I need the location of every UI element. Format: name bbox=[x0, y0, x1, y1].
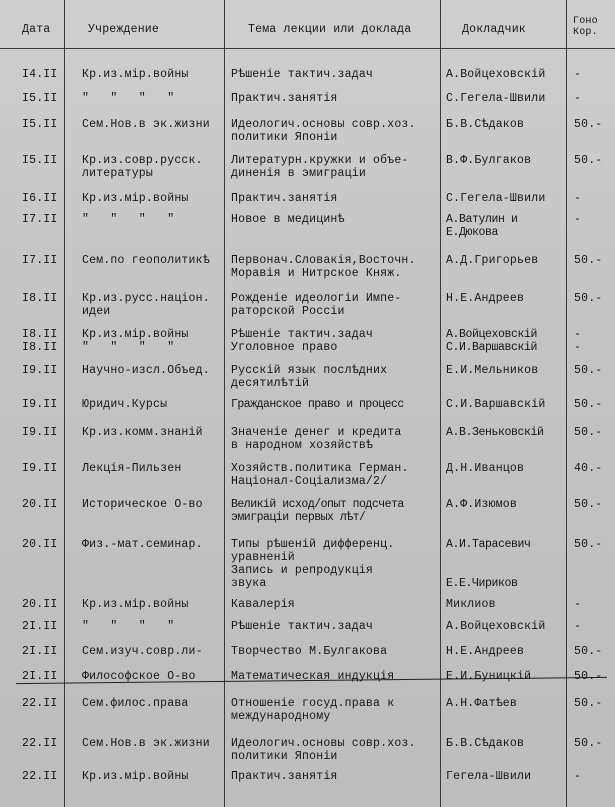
cell-date: 22.II bbox=[22, 770, 58, 783]
column-divider bbox=[224, 0, 225, 807]
cell-fee: - bbox=[574, 620, 582, 633]
cell-institution: Юридич.Курсы bbox=[82, 398, 168, 411]
cell-speaker: Е.И.Буницкій bbox=[446, 670, 532, 683]
cell-date: I9.II bbox=[22, 462, 58, 475]
cell-institution: Философское О-во bbox=[82, 670, 196, 683]
cell-topic: Отношеніе госуд.права к международному bbox=[231, 697, 395, 723]
cell-date: I7.II bbox=[22, 213, 58, 226]
cell-date: I5.II bbox=[22, 92, 58, 105]
cell-topic: Типы рѣшеній дифференц. уравненій Запись и репродукція звука bbox=[231, 538, 395, 590]
cell-institution: Сем.Нов.в эк.жизни bbox=[82, 118, 210, 131]
cell-speaker: А.И.Тарасевич Е.Е.Чириков bbox=[446, 538, 531, 590]
cell-institution: Сем.по геополитикѣ bbox=[82, 254, 210, 267]
cell-fee: 40.- bbox=[574, 462, 603, 475]
cell-fee: - bbox=[574, 598, 582, 611]
cell-speaker: А.В.Зеньковскій bbox=[446, 426, 544, 439]
cell-institution: Кр.из.комм.знаній bbox=[82, 426, 203, 439]
cell-topic: Русскій язык послѣдних десятилѣтій bbox=[231, 364, 388, 390]
cell-date: 2I.II bbox=[22, 645, 58, 658]
cell-speaker: В.Ф.Булгаков bbox=[446, 154, 532, 167]
cell-fee: 50.- bbox=[574, 398, 603, 411]
cell-fee: 50.- bbox=[574, 364, 603, 377]
cell-date: 22.II bbox=[22, 697, 58, 710]
cell-topic: Практич.занятія bbox=[231, 770, 338, 783]
cell-speaker: А.Войцеховскій bbox=[446, 620, 546, 633]
cell-topic: Хозяйств.политика Герман. Націонал-Соціализма/2/ bbox=[231, 462, 409, 488]
cell-date: 2I.II bbox=[22, 620, 58, 633]
cell-topic: Рѣшеніе тактич.задач bbox=[231, 620, 374, 633]
cell-speaker: С.Гегела-Швили bbox=[446, 92, 546, 105]
cell-institution: Кр.из.совр.русск. литературы bbox=[82, 154, 203, 180]
column-divider bbox=[64, 0, 65, 807]
cell-fee: 50.- bbox=[574, 737, 603, 750]
cell-institution: Кр.из.мір.войны bbox=[82, 770, 189, 783]
cell-topic: Практич.занятія bbox=[231, 192, 338, 205]
cell-topic: Математическая индукція bbox=[231, 670, 395, 683]
cell-institution: Физ.-мат.семинар. bbox=[82, 538, 203, 551]
cell-date: I9.II bbox=[22, 398, 58, 411]
header-fee: Гоно Кор. bbox=[573, 16, 598, 38]
cell-fee: 50.- bbox=[574, 538, 603, 551]
header-date: Дата bbox=[22, 23, 51, 36]
cell-institution: Историческое О-во bbox=[82, 498, 203, 511]
cell-date: 22.II bbox=[22, 737, 58, 750]
cell-date: I6.II bbox=[22, 192, 58, 205]
cell-date: 2I.II bbox=[22, 670, 58, 683]
cell-topic: Кавалерія bbox=[231, 598, 295, 611]
cell-institution: Сем.Нов.в эк.жизни bbox=[82, 737, 210, 750]
cell-date: I5.II bbox=[22, 154, 58, 167]
cell-institution: Кр.из.мір.войны bbox=[82, 598, 189, 611]
cell-speaker: А.Н.Фатѣев bbox=[446, 697, 518, 710]
header-rule bbox=[0, 48, 615, 49]
header-institution: Учреждение bbox=[88, 23, 160, 36]
cell-fee: 50.- bbox=[574, 498, 603, 511]
cell-topic: Рѣшеніе тактич.задач bbox=[231, 68, 374, 81]
cell-speaker: Миклиов bbox=[446, 598, 496, 611]
cell-speaker: С.И.Варшавскій bbox=[446, 398, 546, 411]
cell-topic: Новое в медицинѣ bbox=[231, 213, 345, 226]
cell-institution: " " " " bbox=[82, 213, 175, 226]
cell-topic: Идеологич.основы совр.хоз. политики Японіи bbox=[231, 118, 416, 144]
cell-topic: Литературн.кружки и объе- диненія в эмиграціи bbox=[231, 154, 409, 180]
cell-institution: Сем.изуч.совр.ли- bbox=[82, 645, 203, 658]
cell-date: I4.II bbox=[22, 68, 58, 81]
cell-date: I9.II bbox=[22, 364, 58, 377]
cell-institution: Кр.из.мір.войны bbox=[82, 68, 189, 81]
cell-speaker: А.Д.Григорьев bbox=[446, 254, 539, 267]
cell-fee: - - bbox=[574, 328, 582, 354]
cell-date: 20.II bbox=[22, 498, 58, 511]
cell-institution: " " " " bbox=[82, 92, 175, 105]
column-divider bbox=[440, 0, 441, 807]
cell-speaker: Б.В.Сѣдаков bbox=[446, 118, 525, 131]
cell-fee: - bbox=[574, 213, 582, 226]
cell-fee: 50.- bbox=[574, 697, 603, 710]
cell-topic: Творчество М.Булгакова bbox=[231, 645, 388, 658]
cell-fee: 50.- bbox=[574, 154, 603, 167]
cell-date: I8.II bbox=[22, 292, 58, 305]
column-divider bbox=[566, 0, 567, 807]
cell-speaker: А.Ф.Изюмов bbox=[446, 498, 518, 511]
cell-speaker: А.Войцеховскій bbox=[446, 68, 546, 81]
cell-speaker: Б.В.Сѣдаков bbox=[446, 737, 525, 750]
cell-institution: Научно-изсл.Объед. bbox=[82, 364, 210, 377]
cell-institution: Кр.из.мір.войны bbox=[82, 192, 189, 205]
cell-institution: Кр.из.русс.націон. идеи bbox=[82, 292, 210, 318]
cell-fee: 50.- bbox=[574, 426, 603, 439]
cell-speaker: Н.Е.Андреев bbox=[446, 292, 525, 305]
cell-fee: - bbox=[574, 770, 582, 783]
cell-fee: - bbox=[574, 92, 582, 105]
header-topic: Тема лекции или доклада bbox=[248, 23, 412, 36]
cell-date: I7.II bbox=[22, 254, 58, 267]
cell-fee: 50.- bbox=[574, 292, 603, 305]
cell-date: I9.II bbox=[22, 426, 58, 439]
cell-topic: Рѣшеніе тактич.задач Уголовное право bbox=[231, 328, 374, 354]
cell-fee: 50.- bbox=[574, 254, 603, 267]
cell-speaker: Н.Е.Андреев bbox=[446, 645, 525, 658]
cell-topic: Практич.занятія bbox=[231, 92, 338, 105]
cell-date: I8.II I8.II bbox=[22, 328, 58, 354]
cell-speaker: Е.И.Мельников bbox=[446, 364, 539, 377]
cell-fee: - bbox=[574, 192, 582, 205]
cell-topic: Рожденіе идеологіи Импе- раторской Россіи bbox=[231, 292, 402, 318]
cell-speaker: Гегела-Швили bbox=[446, 770, 532, 783]
cell-topic: Великій исход/опыт подсчета эмиграціи первых лѣт/ bbox=[231, 498, 404, 524]
cell-speaker: А.Войцеховскій С.И.Варшавскій bbox=[446, 328, 538, 354]
cell-speaker: А.Ватулин и Е.Дюкова bbox=[446, 213, 518, 239]
cell-topic: Гражданское право и процесс bbox=[231, 398, 404, 411]
cell-date: 20.II bbox=[22, 598, 58, 611]
cell-fee: - bbox=[574, 68, 582, 81]
cell-fee: 50.- bbox=[574, 670, 603, 683]
header-speaker: Докладчик bbox=[462, 23, 526, 36]
cell-institution: Кр.из.мір.войны " " " " bbox=[82, 328, 189, 354]
cell-speaker: С.Гегела-Швили bbox=[446, 192, 546, 205]
cell-fee: 50.- bbox=[574, 118, 603, 131]
cell-topic: Идеологич.основы совр.хоз. политики Японіи bbox=[231, 737, 416, 763]
cell-date: I5.II bbox=[22, 118, 58, 131]
cell-institution: Сем.филос.права bbox=[82, 697, 189, 710]
cell-fee: 50.- bbox=[574, 645, 603, 658]
cell-institution: Лекція-Пильзен bbox=[82, 462, 182, 475]
cell-topic: Первонач.Словакія,Восточн. Моравія и Нитрское Княж. bbox=[231, 254, 416, 280]
cell-topic: Значеніе денег и кредита в народном хозяйствѣ bbox=[231, 426, 402, 452]
cell-date: 20.II bbox=[22, 538, 58, 551]
cell-institution: " " " " bbox=[82, 620, 175, 633]
cell-speaker: Д.Н.Иванцов bbox=[446, 462, 525, 475]
